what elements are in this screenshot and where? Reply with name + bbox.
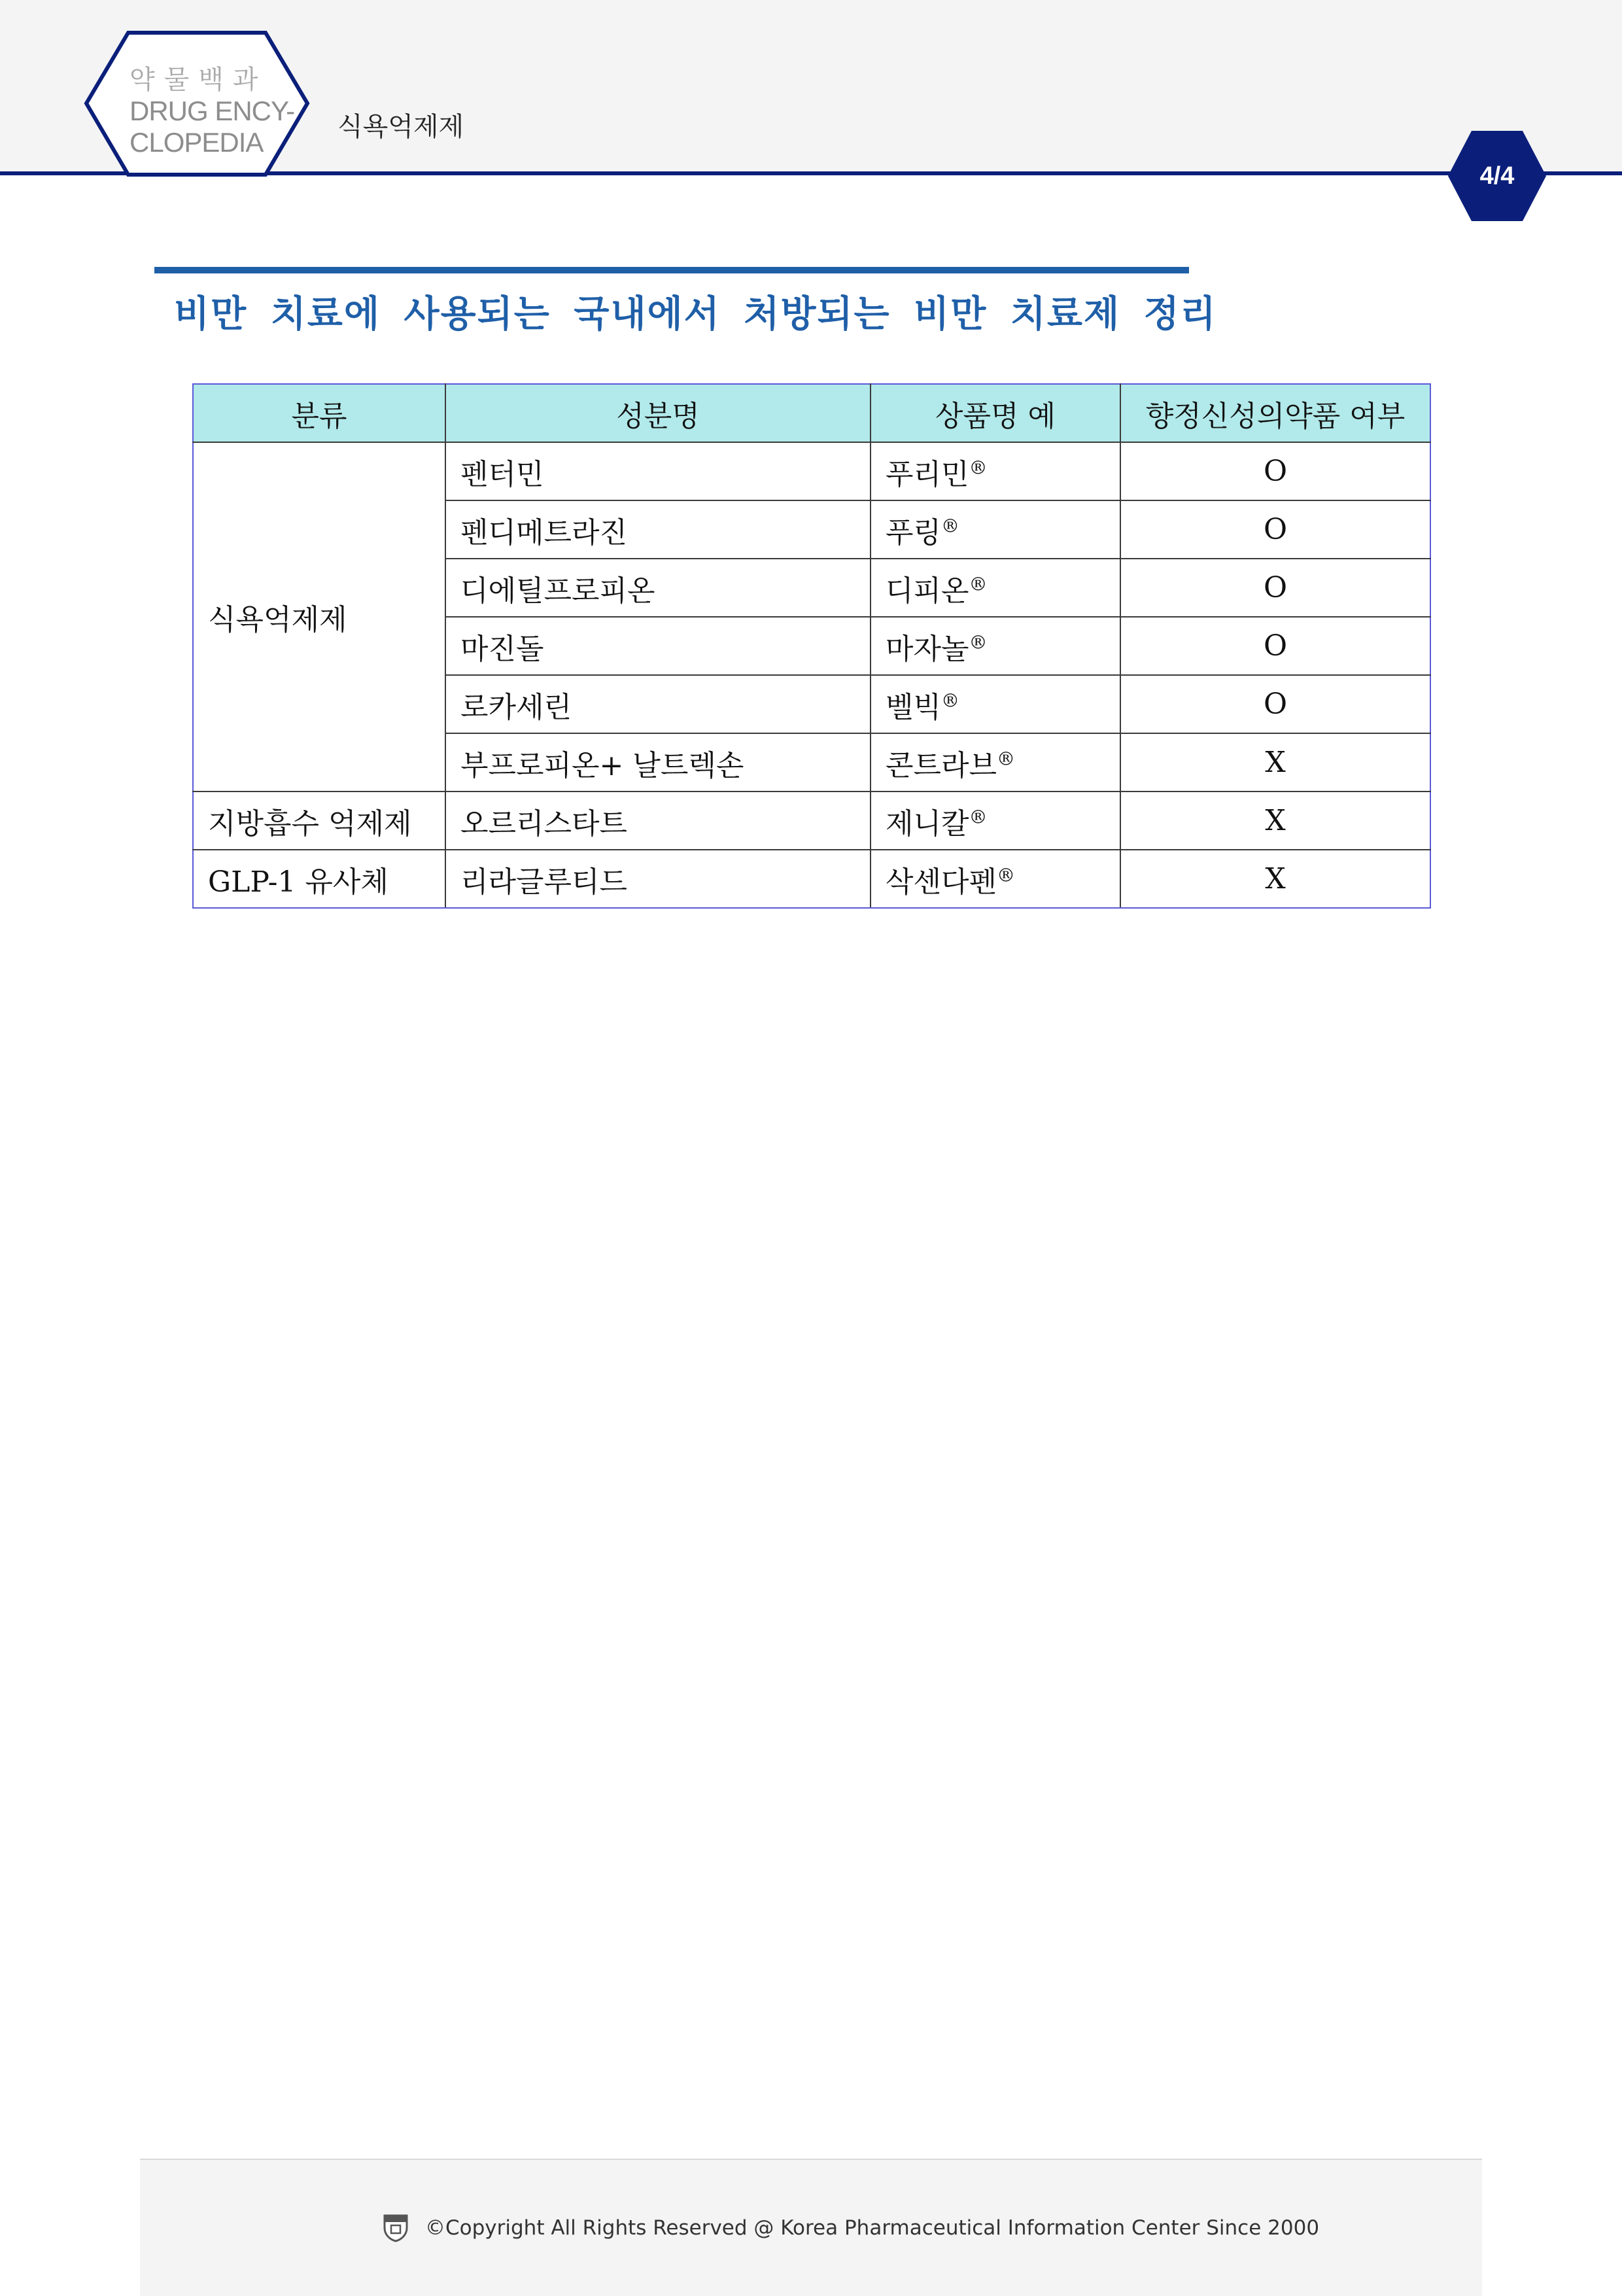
product-name: 푸리민	[886, 457, 969, 491]
header-psychotropic: 향정신성의약품 여부	[1120, 384, 1430, 442]
section-rule	[154, 267, 1189, 273]
ingredient-cell: 부프로피온+ 날트렉손	[445, 733, 871, 791]
product-cell	[871, 791, 1120, 850]
ingredient-cell: 리라글루티드	[445, 850, 871, 908]
product-cell	[871, 500, 1120, 559]
product-cell	[871, 733, 1120, 791]
table-row	[193, 442, 1430, 500]
product-name: 제니칼	[886, 807, 969, 841]
registered-mark: ®	[969, 572, 988, 595]
logo	[129, 64, 294, 158]
logo-english-line1: DRUG ENCY-	[129, 96, 295, 126]
psychotropic-cell: O	[1120, 559, 1430, 617]
logo-korean: 약물백과	[129, 65, 267, 95]
copyright-text: ©Copyright All Rights Reserved @ Korea Pharmaceutical Information Center Since 2000	[425, 2216, 1320, 2240]
category-cell: 식욕억제제	[193, 442, 445, 791]
header-category: 분류	[193, 384, 445, 442]
page-indicator: 4/4	[1479, 162, 1515, 190]
ingredient-cell: 디에틸프로피온	[445, 559, 871, 617]
psychotropic-cell: O	[1120, 617, 1430, 675]
psychotropic-cell: O	[1120, 442, 1430, 500]
table-header-row	[193, 384, 1430, 442]
product-cell	[871, 617, 1120, 675]
psychotropic-cell: X	[1120, 850, 1430, 908]
product-cell	[871, 442, 1120, 500]
product-cell	[871, 675, 1120, 733]
registered-mark: ®	[941, 514, 960, 536]
product-cell	[871, 559, 1120, 617]
psychotropic-cell: O	[1120, 500, 1430, 559]
product-name: 마자놀	[886, 632, 969, 666]
psychotropic-cell: X	[1120, 791, 1430, 850]
product-cell	[871, 850, 1120, 908]
registered-mark: ®	[969, 631, 988, 653]
drug-summary-table	[192, 383, 1431, 909]
category-cell: GLP-1 유사체	[193, 850, 445, 908]
category-cell: 지방흡수 억제제	[193, 791, 445, 850]
logo-english-line2: CLOPEDIA	[129, 127, 264, 158]
psychotropic-cell: X	[1120, 733, 1430, 791]
registered-mark: ®	[969, 456, 988, 478]
product-name: 벨빅	[886, 690, 942, 724]
product-name: 삭센다펜	[886, 865, 997, 899]
product-name: 푸링	[886, 515, 942, 549]
ingredient-cell: 펜디메트라진	[445, 500, 871, 559]
ingredient-cell: 마진돌	[445, 617, 871, 675]
psychotropic-cell: O	[1120, 675, 1430, 733]
table-row	[193, 791, 1430, 850]
header-ingredient: 성분명	[445, 384, 871, 442]
ingredient-cell: 펜터민	[445, 442, 871, 500]
registered-mark: ®	[997, 747, 1016, 769]
ingredient-cell: 로카세린	[445, 675, 871, 733]
registered-mark: ®	[997, 863, 1016, 886]
section-title: 비만 치료에 사용되는 국내에서 처방되는 비만 치료제 정리	[174, 293, 1217, 336]
product-name: 콘트라브	[886, 748, 997, 782]
header-product: 상품명 예	[871, 384, 1120, 442]
registered-mark: ®	[969, 805, 988, 827]
shield-crest-icon	[383, 2214, 409, 2242]
ingredient-cell: 오르리스타트	[445, 791, 871, 850]
table-row	[193, 850, 1430, 908]
header-title: 식욕억제제	[337, 112, 464, 142]
registered-mark: ®	[941, 689, 960, 711]
product-name: 디피온	[886, 574, 969, 608]
